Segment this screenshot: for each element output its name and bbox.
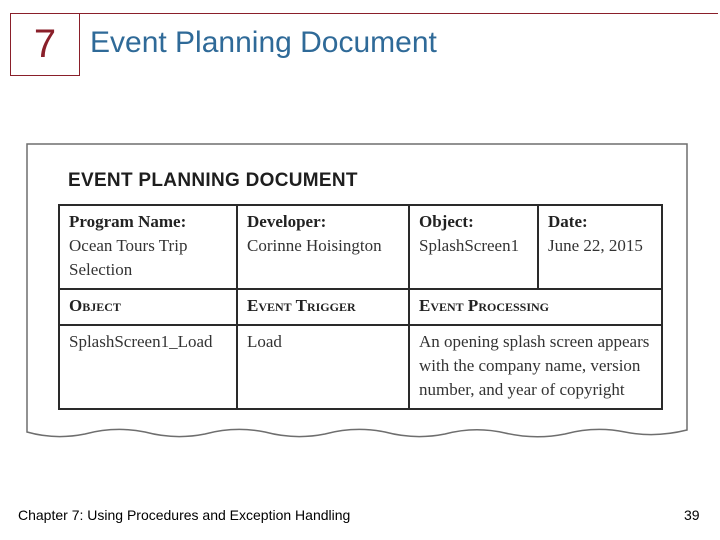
page-number: 39 — [684, 507, 700, 523]
row-object: SplashScreen1_Load — [59, 325, 237, 409]
program-name-cell — [59, 205, 237, 289]
table-header-row — [59, 205, 662, 289]
chapter-number: 7 — [33, 22, 57, 66]
developer-cell — [237, 205, 409, 289]
row-event-trigger: Load — [237, 325, 409, 409]
date-value: June 22, 2015 — [548, 236, 643, 255]
date-label: Date: — [548, 212, 588, 231]
event-planning-table — [58, 204, 663, 410]
object-value: SplashScreen1 — [419, 236, 520, 255]
slide-title: Event Planning Document — [90, 26, 437, 59]
object-cell — [409, 205, 538, 289]
program-name-label: Program Name: — [69, 212, 187, 231]
chapter-number-box — [10, 13, 80, 76]
developer-label: Developer: — [247, 212, 327, 231]
column-header-event-processing: Event Processing — [409, 289, 662, 325]
top-divider — [80, 13, 718, 14]
date-cell — [538, 205, 662, 289]
column-header-event-trigger: Event Trigger — [237, 289, 409, 325]
footer-chapter-text: Chapter 7: Using Procedures and Exception Handling — [18, 507, 351, 523]
developer-value: Corinne Hoisington — [247, 236, 382, 255]
document-heading: EVENT PLANNING DOCUMENT — [68, 170, 358, 191]
column-header-row — [59, 289, 662, 325]
row-event-processing: An opening splash screen appears with the company name, version number, and year of copyright — [409, 325, 662, 409]
column-header-object: Object — [59, 289, 237, 325]
object-label: Object: — [419, 212, 474, 231]
program-name-value: Ocean Tours Trip Selection — [69, 236, 188, 279]
table-row — [59, 325, 662, 409]
